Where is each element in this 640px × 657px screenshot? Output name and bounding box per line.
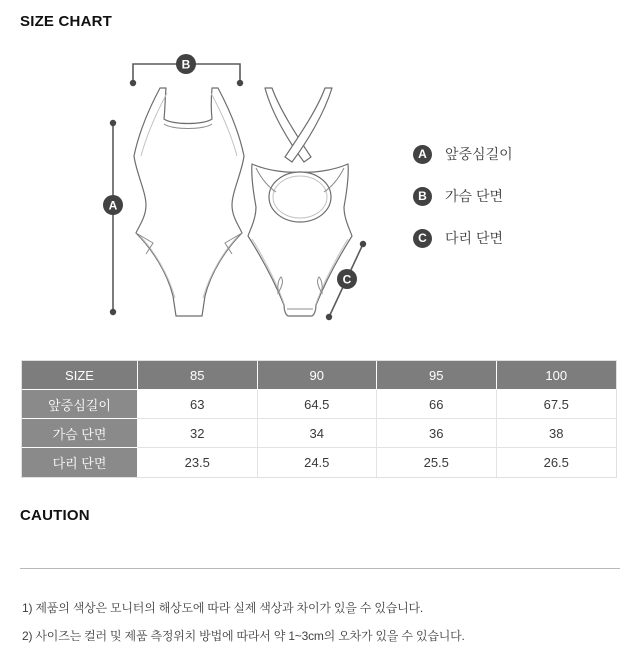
size-table-header-cell: 95 xyxy=(377,361,497,390)
size-table-header-cell: SIZE xyxy=(22,361,138,390)
size-table-row-leg xyxy=(22,448,616,477)
marker-c-letter: C xyxy=(342,272,352,287)
size-table-header-row xyxy=(22,361,616,390)
size-table-header-cell: 100 xyxy=(497,361,617,390)
measure-line-b xyxy=(130,54,243,86)
swimsuit-front-drawing xyxy=(134,88,244,316)
caution-divider xyxy=(20,568,620,569)
caution-title: CAUTION xyxy=(20,507,90,524)
row-label: 가슴 단면 xyxy=(22,419,138,448)
size-table-header-cell: 85 xyxy=(138,361,258,390)
row-label: 다리 단면 xyxy=(22,448,138,477)
legend-row-c xyxy=(413,228,513,248)
size-table-header-cell: 90 xyxy=(258,361,378,390)
swimsuit-back-drawing xyxy=(248,88,352,316)
table-cell: 24.5 xyxy=(258,448,378,477)
row-label: 앞중심길이 xyxy=(22,390,138,419)
table-cell: 32 xyxy=(138,419,258,448)
legend-label-a: 앞중심길이 xyxy=(445,146,513,162)
table-cell: 67.5 xyxy=(497,390,617,419)
table-cell: 38 xyxy=(497,419,617,448)
table-cell: 23.5 xyxy=(138,448,258,477)
table-cell: 36 xyxy=(377,419,497,448)
table-cell: 26.5 xyxy=(497,448,617,477)
legend-label-c: 다리 단면 xyxy=(445,230,503,246)
size-table xyxy=(21,360,617,478)
table-cell: 63 xyxy=(138,390,258,419)
size-table-row-front-length xyxy=(22,390,616,419)
legend-row-b xyxy=(413,186,513,206)
legend-label-b: 가슴 단면 xyxy=(445,188,503,204)
table-cell: 25.5 xyxy=(377,448,497,477)
caution-note: 2) 사이즈는 컬러 및 제품 측정위치 방법에 따라서 약 1~3cm의 오차가 있을 수 있습니다. xyxy=(22,629,465,643)
marker-b-letter: B xyxy=(181,57,191,72)
caution-note: 1) 제품의 색상은 모니터의 해상도에 따라 실제 색상과 차이가 있을 수 있습니다. xyxy=(22,601,424,615)
legend-badge-b: B xyxy=(413,187,432,206)
table-cell: 66 xyxy=(377,390,497,419)
size-chart-title: SIZE CHART xyxy=(20,13,112,30)
table-cell: 34 xyxy=(258,419,378,448)
legend-row-a xyxy=(413,144,513,164)
table-cell: 64.5 xyxy=(258,390,378,419)
legend-badge-c: C xyxy=(413,229,432,248)
legend-badge-a: A xyxy=(413,145,432,164)
measurement-legend xyxy=(413,144,513,248)
size-table-row-chest xyxy=(22,419,616,448)
marker-a-letter: A xyxy=(108,198,118,213)
swimsuit-measurement-diagram xyxy=(78,38,410,338)
measure-line-a xyxy=(103,120,123,315)
